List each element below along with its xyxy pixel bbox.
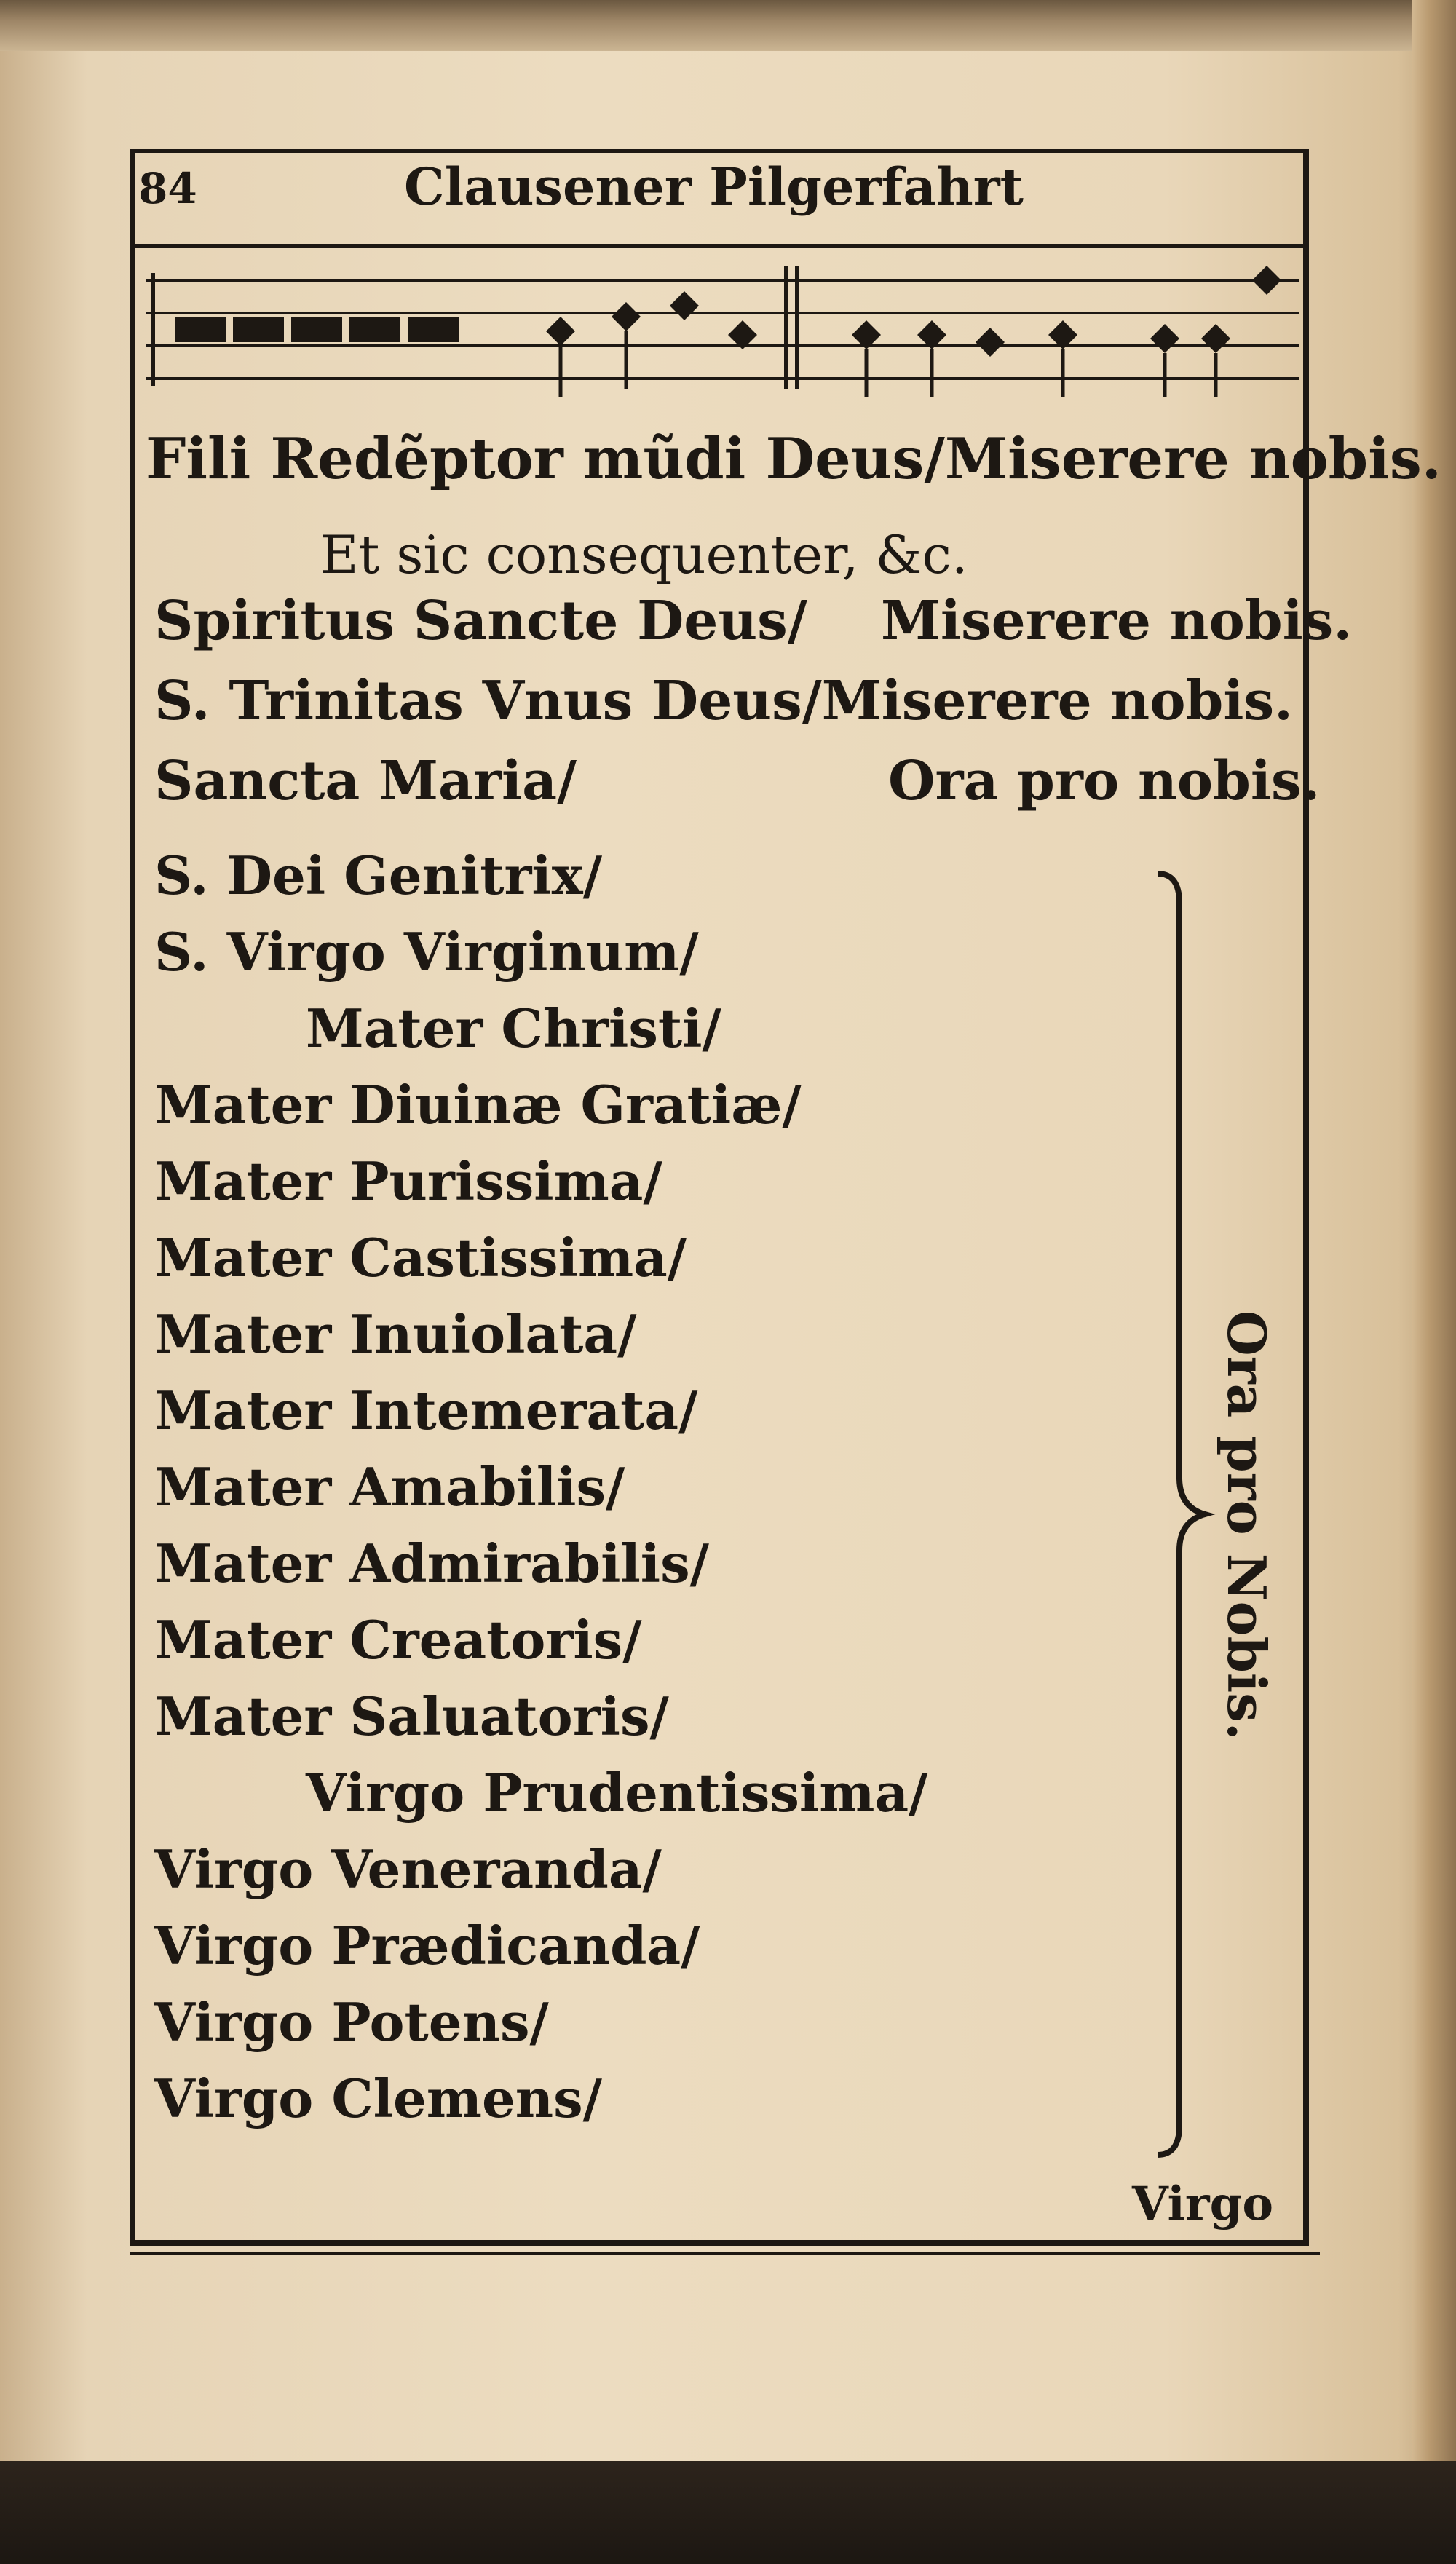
music-staff-notation	[146, 251, 1299, 411]
invocation-sancta-maria: Sancta Maria/	[154, 750, 577, 812]
litany-item: Mater Castissima/	[154, 1227, 687, 1289]
litany-item: Virgo Prudentissima/	[306, 1762, 928, 1824]
litany-item: S. Dei Genitrix/	[154, 844, 602, 906]
page-bottom-shadow	[0, 2461, 1456, 2564]
page-right-edge	[1412, 0, 1456, 2461]
header-rule	[130, 244, 1309, 248]
curly-brace	[1136, 859, 1223, 2169]
frame-bottom-rule	[130, 2252, 1320, 2255]
litany-item: Virgo Clemens/	[154, 2068, 602, 2129]
page-top-edge	[0, 0, 1456, 51]
litany-item: Mater Amabilis/	[154, 1456, 625, 1518]
litany-item: Mater Saluatoris/	[154, 1685, 669, 1747]
invocation-spiritus: Spiritus Sancte Deus/	[154, 590, 807, 652]
litany-item: Virgo Potens/	[154, 1991, 549, 2053]
response-miserere: Miserere nobis.	[881, 590, 1353, 652]
catchword: Virgo	[1132, 2177, 1273, 2231]
response-ora-pro-nobis: Ora pro nobis.	[888, 750, 1321, 812]
litany-item: Mater Purissima/	[154, 1150, 662, 1212]
chant-text-line: Fili Redẽptor mũdi Deus/Miserere nobis.	[146, 426, 1441, 492]
invocation-trinitas: S. Trinitas Vnus Deus/Miserere nobis.	[154, 670, 1293, 732]
litany-item: Mater Diuinæ Gratiæ/	[154, 1074, 802, 1136]
litany-item: Virgo Veneranda/	[154, 1838, 662, 1900]
litany-item: Mater Inuiolata/	[154, 1303, 637, 1365]
brace-response-vertical: Ora pro Nobis.	[1216, 1310, 1278, 1741]
litany-item: Mater Creatoris/	[154, 1609, 642, 1671]
litany-item: Mater Admirabilis/	[154, 1532, 709, 1594]
litany-item: Mater Intemerata/	[154, 1380, 698, 1441]
running-title: Clausener Pilgerfahrt	[404, 157, 1024, 217]
rubric-et-sic: Et sic consequenter, &c.	[320, 524, 968, 585]
litany-item: Virgo Prædicanda/	[154, 1915, 700, 1977]
litany-item: Mater Christi/	[306, 997, 721, 1059]
litany-item: S. Virgo Virginum/	[154, 921, 699, 983]
page-number: 84	[138, 164, 197, 213]
